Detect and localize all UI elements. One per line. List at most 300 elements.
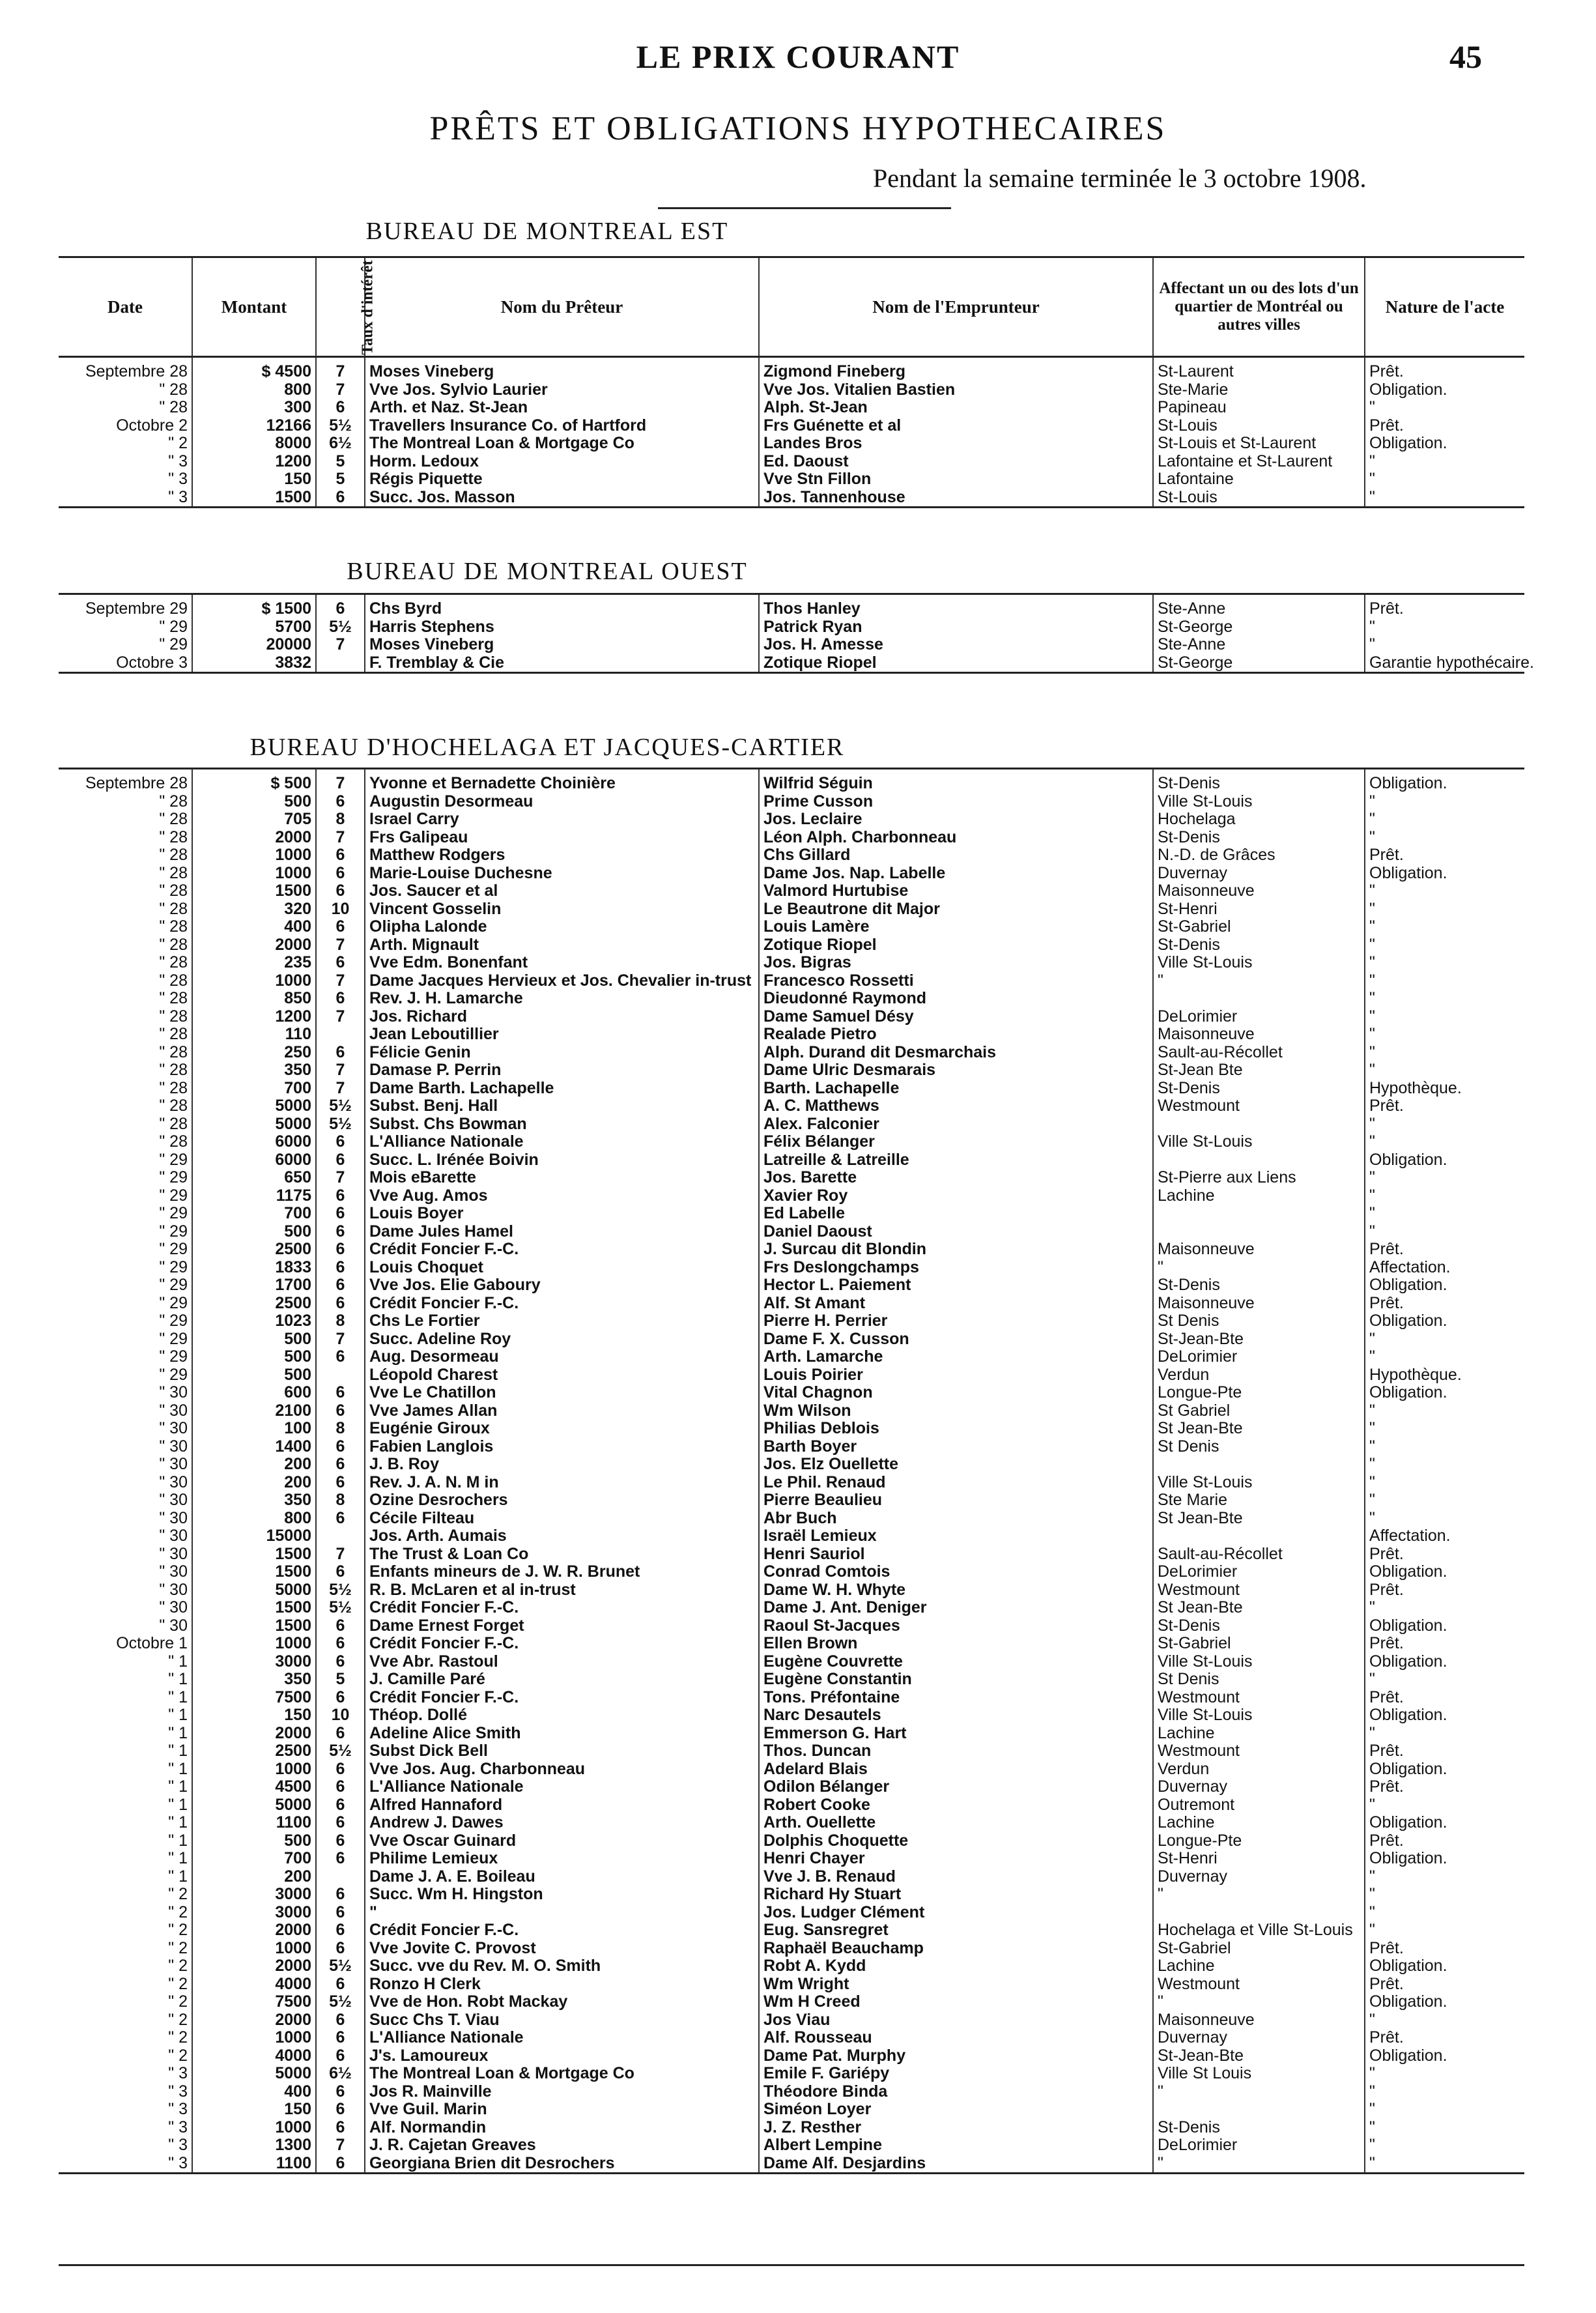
page-number: 45 <box>1449 38 1482 75</box>
district-cell: Lachine <box>1153 1957 1365 1975</box>
table-row <box>59 769 1524 793</box>
date-cell: " 28 <box>159 953 188 971</box>
table-row <box>59 417 1524 435</box>
borrower-cell: Daniel Daoust <box>759 1223 1153 1241</box>
date-cell: " 29 <box>159 635 188 654</box>
header-nature: Nature de l'acte <box>1365 257 1524 357</box>
nature-cell: " <box>1365 2136 1524 2155</box>
borrower-cell: Dame Ulric Desmarais <box>759 1061 1153 1080</box>
amount-cell: 1100 <box>192 1814 316 1832</box>
borrower-cell: Alex. Falconier <box>759 1115 1153 1134</box>
nature-cell: " <box>1365 453 1524 471</box>
lender-cell: Philime Lemieux <box>365 1850 759 1868</box>
rate-cell: 7 <box>316 769 365 793</box>
borrower-cell: Jos. Tannenhouse <box>759 489 1153 508</box>
date-cell: " 1 <box>168 1688 188 1706</box>
lender-cell: Crédit Foncier F.-C. <box>365 1921 759 1940</box>
amount-cell: 5000 <box>192 1581 316 1600</box>
rate-cell: 6 <box>316 1223 365 1241</box>
date-cell: " 1 <box>168 1759 188 1778</box>
table-row <box>59 654 1524 673</box>
lender-cell: Louis Boyer <box>365 1205 759 1223</box>
nature-cell: " <box>1365 1187 1524 1205</box>
lender-cell: J. R. Cajetan Greaves <box>365 2136 759 2155</box>
nature-cell: Obligation. <box>1365 1814 1524 1832</box>
amount-cell: 5000 <box>192 2065 316 2083</box>
district-cell: Ville St-Louis <box>1153 1133 1365 1151</box>
nature-cell: " <box>1365 2083 1524 2101</box>
lender-cell: R. B. McLaren et al in-trust <box>365 1581 759 1600</box>
date-cell: Septembre 28 <box>85 362 188 381</box>
lender-cell: Vve Aug. Amos <box>365 1187 759 1205</box>
loans-table-est <box>59 256 1524 508</box>
rate-cell: 5½ <box>316 1599 365 1617</box>
date-cell: Octobre 1 <box>116 1634 188 1652</box>
borrower-cell: Eug. Sansregret <box>759 1921 1153 1940</box>
table-row <box>59 1975 1524 1994</box>
running-title: LE PRIX COURANT <box>636 38 960 75</box>
borrower-cell: Francesco Rossetti <box>759 972 1153 990</box>
amount-cell: 2000 <box>192 1725 316 1743</box>
amount-cell: $ 500 <box>192 769 316 793</box>
borrower-cell: Dolphis Choquette <box>759 1832 1153 1850</box>
date-cell: " 2 <box>168 1957 188 1975</box>
lender-cell: Succ. Adeline Roy <box>365 1330 759 1349</box>
table-row <box>59 1295 1524 1313</box>
nature-cell: " <box>1365 1456 1524 1474</box>
amount-cell: 5000 <box>192 1115 316 1134</box>
nature-cell: Prêt. <box>1365 417 1524 435</box>
rate-cell: 7 <box>316 381 365 399</box>
nature-cell: Obligation. <box>1365 1312 1524 1330</box>
table-row <box>59 1653 1524 1671</box>
district-cell: Duvernay <box>1153 1868 1365 1886</box>
date-cell: " 28 <box>159 882 188 900</box>
district-cell: Longue-Pte <box>1153 1384 1365 1402</box>
table-row <box>59 1008 1524 1026</box>
borrower-cell: Dame Jos. Nap. Labelle <box>759 865 1153 883</box>
table-row <box>59 618 1524 637</box>
amount-cell: 700 <box>192 1850 316 1868</box>
amount-cell: 1100 <box>192 2155 316 2174</box>
lender-cell: Vve James Allan <box>365 1402 759 1420</box>
rate-cell: 6 <box>316 594 365 618</box>
borrower-cell: Wm Wilson <box>759 1402 1153 1420</box>
district-cell: St-Denis <box>1153 2119 1365 2137</box>
nature-cell: Prêt. <box>1365 1975 1524 1994</box>
rate-cell: 6 <box>316 1295 365 1313</box>
lender-cell: Alf. Normandin <box>365 2119 759 2137</box>
date-cell: " 3 <box>168 2064 188 2082</box>
lender-cell: Andrew J. Dawes <box>365 1814 759 1832</box>
lender-cell: Adeline Alice Smith <box>365 1725 759 1743</box>
date-cell: " 28 <box>159 1007 188 1026</box>
table-row <box>59 1169 1524 1187</box>
rate-cell <box>316 1527 365 1545</box>
table-row <box>59 2047 1524 2065</box>
table-row <box>59 1940 1524 1958</box>
main-title: PRÊTS ET OBLIGATIONS HYPOTHECAIRES <box>429 110 1167 147</box>
borrower-cell: Landes Bros <box>759 435 1153 453</box>
nature-cell: " <box>1365 1008 1524 1026</box>
district-cell: St-George <box>1153 618 1365 637</box>
amount-cell: 1000 <box>192 846 316 865</box>
date-cell: " 2 <box>168 1992 188 2011</box>
rate-cell: 6 <box>316 1617 365 1635</box>
borrower-cell: Eugène Couvrette <box>759 1653 1153 1671</box>
lender-cell: Alfred Hannaford <box>365 1796 759 1815</box>
nature-cell: " <box>1365 1510 1524 1528</box>
date-cell: " 28 <box>159 971 188 990</box>
date-cell: " 29 <box>159 1312 188 1330</box>
table-row <box>59 1330 1524 1349</box>
lender-cell: Vve Jos. Elie Gaboury <box>365 1276 759 1295</box>
table-row <box>59 1814 1524 1832</box>
nature-cell: " <box>1365 990 1524 1008</box>
amount-cell: 320 <box>192 900 316 919</box>
amount-cell: 800 <box>192 381 316 399</box>
table-row <box>59 381 1524 399</box>
date-cell: " 29 <box>159 1276 188 1294</box>
district-cell: St-Jean-Bte <box>1153 1330 1365 1349</box>
rate-cell: 5 <box>316 470 365 489</box>
date-cell: " 28 <box>159 1097 188 1115</box>
lender-cell: Dame Barth. Lachapelle <box>365 1080 759 1098</box>
nature-cell: " <box>1365 829 1524 847</box>
district-cell <box>1153 990 1365 1008</box>
nature-cell: " <box>1365 2119 1524 2137</box>
borrower-cell: Richard Hy Stuart <box>759 1886 1153 1904</box>
borrower-cell: Dame Alf. Desjardins <box>759 2155 1153 2174</box>
table-row <box>59 1384 1524 1402</box>
amount-cell: 1500 <box>192 1617 316 1635</box>
amount-cell: 12166 <box>192 417 316 435</box>
borrower-cell: Robt A. Kydd <box>759 1957 1153 1975</box>
date-cell: " 2 <box>168 1903 188 1921</box>
table-row <box>59 1527 1524 1545</box>
nature-cell: Obligation. <box>1365 1384 1524 1402</box>
table-row <box>59 1599 1524 1617</box>
table-row <box>59 954 1524 972</box>
table-row <box>59 2011 1524 2030</box>
district-cell: " <box>1153 972 1365 990</box>
nature-cell: " <box>1365 636 1524 654</box>
rate-cell: 6 <box>316 2011 365 2030</box>
table-row <box>59 2083 1524 2101</box>
nature-cell: " <box>1365 1420 1524 1438</box>
rate-cell: 10 <box>316 900 365 919</box>
table-row <box>59 435 1524 453</box>
nature-cell: " <box>1365 2011 1524 2030</box>
district-cell: Westmount <box>1153 1689 1365 1707</box>
nature-cell: Obligation. <box>1365 1617 1524 1635</box>
lender-cell: Moses Vineberg <box>365 636 759 654</box>
rate-cell: 5 <box>316 1671 365 1689</box>
lender-cell: Vve de Hon. Robt Mackay <box>365 1993 759 2011</box>
nature-cell: Obligation. <box>1365 381 1524 399</box>
amount-cell: 400 <box>192 2083 316 2101</box>
loans-table-hochelaga <box>59 768 1524 2174</box>
nature-cell: " <box>1365 1671 1524 1689</box>
borrower-cell: Chs Gillard <box>759 846 1153 865</box>
lender-cell: Vve Edm. Bonenfant <box>365 954 759 972</box>
amount-cell: 1000 <box>192 1635 316 1653</box>
district-cell: Hochelaga et Ville St-Louis <box>1153 1921 1365 1940</box>
date-cell: " 1 <box>168 1849 188 1867</box>
amount-cell: 1833 <box>192 1259 316 1277</box>
table-row <box>59 489 1524 508</box>
borrower-cell: Tons. Préfontaine <box>759 1689 1153 1707</box>
date-cell: " 28 <box>159 1025 188 1043</box>
table-row <box>59 1402 1524 1420</box>
rate-cell: 7 <box>316 829 365 847</box>
date-cell: " 28 <box>159 1078 188 1097</box>
amount-cell: 100 <box>192 1420 316 1438</box>
table-row <box>59 1617 1524 1635</box>
borrower-cell: Ed Labelle <box>759 1205 1153 1223</box>
lender-cell: Subst. Chs Bowman <box>365 1115 759 1134</box>
nature-cell: Affectation. <box>1365 1259 1524 1277</box>
district-cell: St Denis <box>1153 1438 1365 1456</box>
amount-cell: 500 <box>192 1832 316 1850</box>
borrower-cell: Jos. H. Amesse <box>759 636 1153 654</box>
amount-cell: 500 <box>192 1330 316 1349</box>
amount-cell: 300 <box>192 399 316 417</box>
table-row <box>59 1760 1524 1779</box>
rate-cell: 6 <box>316 918 365 936</box>
amount-cell: 500 <box>192 1348 316 1366</box>
nature-cell: Affectation. <box>1365 1527 1524 1545</box>
lender-cell: Chs Le Fortier <box>365 1312 759 1330</box>
rate-cell: 6 <box>316 1456 365 1474</box>
table-row <box>59 357 1524 381</box>
date-cell: " 28 <box>159 917 188 936</box>
nature-cell: " <box>1365 1491 1524 1510</box>
table-row <box>59 2101 1524 2119</box>
date-cell: " 30 <box>159 1616 188 1635</box>
date-cell: Septembre 29 <box>85 599 188 618</box>
borrower-cell: Jos. Leclaire <box>759 811 1153 829</box>
amount-cell: 200 <box>192 1456 316 1474</box>
date-cell: " 29 <box>159 1257 188 1276</box>
amount-cell: 1000 <box>192 2029 316 2047</box>
nature-cell: " <box>1365 618 1524 637</box>
lender-cell: Horm. Ledoux <box>365 453 759 471</box>
rate-cell: 6½ <box>316 2065 365 2083</box>
nature-cell: " <box>1365 1026 1524 1044</box>
nature-cell: Obligation. <box>1365 2047 1524 2065</box>
nature-cell: Obligation. <box>1365 769 1524 793</box>
rate-cell: 6 <box>316 1921 365 1940</box>
district-cell: DeLorimier <box>1153 2136 1365 2155</box>
table-row <box>59 1438 1524 1456</box>
nature-cell: " <box>1365 882 1524 900</box>
lender-cell: Enfants mineurs de J. W. R. Brunet <box>365 1563 759 1581</box>
lender-cell: Fabien Langlois <box>365 1438 759 1456</box>
rate-cell: 6 <box>316 1904 365 1922</box>
lender-cell: J. B. Roy <box>365 1456 759 1474</box>
lender-cell: Jos. Richard <box>365 1008 759 1026</box>
district-cell <box>1153 1904 1365 1922</box>
date-cell: " 28 <box>159 810 188 828</box>
amount-cell: 1000 <box>192 1760 316 1779</box>
district-cell: Ville St Louis <box>1153 2065 1365 2083</box>
borrower-cell: Dame Pat. Murphy <box>759 2047 1153 2065</box>
borrower-cell: A. C. Matthews <box>759 1097 1153 1115</box>
district-cell: St-Louis et St-Laurent <box>1153 435 1365 453</box>
district-cell: " <box>1153 1259 1365 1277</box>
date-cell: " 30 <box>159 1473 188 1491</box>
nature-cell: " <box>1365 2155 1524 2174</box>
table-row <box>59 1689 1524 1707</box>
date-cell: " 28 <box>159 899 188 918</box>
borrower-cell: J. Z. Resther <box>759 2119 1153 2137</box>
lender-cell: Crédit Foncier F.-C. <box>365 1241 759 1259</box>
amount-cell: 200 <box>192 1868 316 1886</box>
borrower-cell: Vve J. B. Renaud <box>759 1868 1153 1886</box>
amount-cell: 850 <box>192 990 316 1008</box>
borrower-cell: Arth. Lamarche <box>759 1348 1153 1366</box>
table-row <box>59 1474 1524 1492</box>
table-row <box>59 1510 1524 1528</box>
nature-cell: Obligation. <box>1365 1760 1524 1779</box>
lender-cell: Ozine Desrochers <box>365 1491 759 1510</box>
nature-cell: " <box>1365 1044 1524 1062</box>
district-cell: Westmount <box>1153 1581 1365 1600</box>
date-cell: " 29 <box>159 1240 188 1258</box>
district-cell: Maisonneuve <box>1153 1241 1365 1259</box>
amount-cell: 6000 <box>192 1151 316 1170</box>
date-cell: " 28 <box>159 1114 188 1133</box>
lender-cell: Dame Jacques Hervieux et Jos. Chevalier in-trust <box>365 972 759 990</box>
table-row <box>59 972 1524 990</box>
lender-cell: Vve Guil. Marin <box>365 2101 759 2119</box>
borrower-cell: Albert Lempine <box>759 2136 1153 2155</box>
rate-cell: 6 <box>316 793 365 811</box>
borrower-cell: Léon Alph. Charbonneau <box>759 829 1153 847</box>
date-cell: " 30 <box>159 1562 188 1581</box>
borrower-cell: Latreille & Latreille <box>759 1151 1153 1170</box>
amount-cell: 800 <box>192 1510 316 1528</box>
rate-cell: 6 <box>316 1510 365 1528</box>
lender-cell: Georgiana Brien dit Desrochers <box>365 2155 759 2174</box>
nature-cell: Obligation. <box>1365 1957 1524 1975</box>
table-row <box>59 1904 1524 1922</box>
borrower-cell: Xavier Roy <box>759 1187 1153 1205</box>
lender-cell: Crédit Foncier F.-C. <box>365 1295 759 1313</box>
lender-cell: Vve Abr. Rastoul <box>365 1653 759 1671</box>
lender-cell: Arth. et Naz. St-Jean <box>365 399 759 417</box>
table-row <box>59 865 1524 883</box>
table-row <box>59 1115 1524 1134</box>
table-row <box>59 1026 1524 1044</box>
rate-cell: 6 <box>316 2101 365 2119</box>
district-cell <box>1153 1115 1365 1134</box>
lender-cell: Augustin Desormeau <box>365 793 759 811</box>
table-row <box>59 1456 1524 1474</box>
district-cell: Maisonneuve <box>1153 882 1365 900</box>
amount-cell: 1200 <box>192 1008 316 1026</box>
table-row <box>59 1993 1524 2011</box>
district-cell: St Denis <box>1153 1312 1365 1330</box>
lender-cell: J's. Lamoureux <box>365 2047 759 2065</box>
rate-cell: 6 <box>316 1940 365 1958</box>
table-row <box>59 1886 1524 1904</box>
date-cell: " 28 <box>159 1132 188 1151</box>
rate-cell: 6 <box>316 1814 365 1832</box>
lender-cell: Vve Le Chatillon <box>365 1384 759 1402</box>
lender-cell: Harris Stephens <box>365 618 759 637</box>
rate-cell: 7 <box>316 1080 365 1098</box>
amount-cell: 400 <box>192 918 316 936</box>
rate-cell: 6 <box>316 1187 365 1205</box>
date-cell: " 28 <box>159 380 188 399</box>
rate-cell: 6 <box>316 2083 365 2101</box>
date-cell: " 2 <box>168 2046 188 2065</box>
lender-cell: The Montreal Loan & Mortgage Co <box>365 2065 759 2083</box>
table-row <box>59 1133 1524 1151</box>
table-row <box>59 1957 1524 1975</box>
table-row <box>59 1366 1524 1385</box>
amount-cell: 1200 <box>192 453 316 471</box>
amount-cell: 5000 <box>192 1796 316 1815</box>
amount-cell: 705 <box>192 811 316 829</box>
borrower-cell: Le Beautrone dit Major <box>759 900 1153 919</box>
date-cell: " 3 <box>168 2082 188 2101</box>
date-cell: " 2 <box>168 1974 188 1993</box>
rate-cell: 7 <box>316 2136 365 2155</box>
date-cell: " 3 <box>168 2118 188 2136</box>
lender-cell: Succ Chs T. Viau <box>365 2011 759 2030</box>
district-cell: St-Gabriel <box>1153 1635 1365 1653</box>
lender-cell: Matthew Rodgers <box>365 846 759 865</box>
nature-cell: Obligation. <box>1365 1151 1524 1170</box>
date-cell: " 28 <box>159 827 188 846</box>
nature-cell: Obligation. <box>1365 1276 1524 1295</box>
district-cell: St-Denis <box>1153 829 1365 847</box>
district-cell <box>1153 1151 1365 1170</box>
borrower-cell: Ed. Daoust <box>759 453 1153 471</box>
date-cell: " 1 <box>168 1670 188 1688</box>
borrower-cell: Dame J. Ant. Deniger <box>759 1599 1153 1617</box>
table-row <box>59 1635 1524 1653</box>
rate-cell: 5½ <box>316 618 365 637</box>
rate-cell: 6 <box>316 1725 365 1743</box>
amount-cell: 350 <box>192 1061 316 1080</box>
lender-cell: Léopold Charest <box>365 1366 759 1385</box>
rate-cell: 6 <box>316 1259 365 1277</box>
table-row <box>59 829 1524 847</box>
borrower-cell: Hector L. Paiement <box>759 1276 1153 1295</box>
amount-cell: 1000 <box>192 865 316 883</box>
amount-cell: 2500 <box>192 1742 316 1760</box>
date-cell: " 30 <box>159 1580 188 1599</box>
lender-cell: Travellers Insurance Co. of Hartford <box>365 417 759 435</box>
lender-cell: The Trust & Loan Co <box>365 1545 759 1564</box>
rate-cell: 6 <box>316 1241 365 1259</box>
amount-cell: 4000 <box>192 2047 316 2065</box>
amount-cell: 250 <box>192 1044 316 1062</box>
borrower-cell: Prime Cusson <box>759 793 1153 811</box>
table-row <box>59 2119 1524 2137</box>
amount-cell: 500 <box>192 1223 316 1241</box>
borrower-cell: Ellen Brown <box>759 1635 1153 1653</box>
district-cell: Maisonneuve <box>1153 2011 1365 2030</box>
lender-cell: Rev. J. H. Lamarche <box>365 990 759 1008</box>
nature-cell: " <box>1365 1474 1524 1492</box>
table-row <box>59 1706 1524 1725</box>
lender-cell: Eugénie Giroux <box>365 1420 759 1438</box>
